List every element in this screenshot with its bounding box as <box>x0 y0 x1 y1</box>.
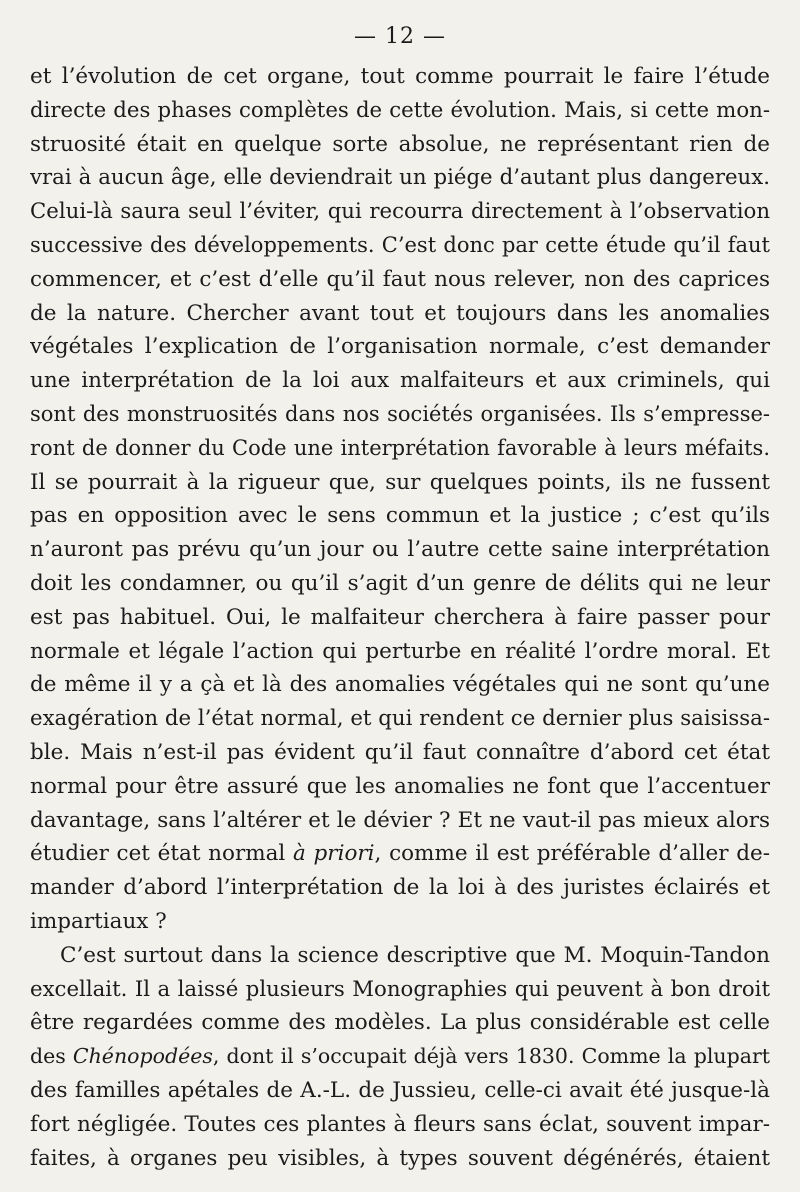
text-line-with-italic <box>30 837 770 871</box>
italic-term: Chénopodées <box>72 1044 213 1069</box>
text-line: ront de donner du Code une interprétation favorable à leurs méfaits. <box>30 435 770 460</box>
text-line: Il se pourrait à la rigueur que, sur quelques points, ils ne fussent <box>30 469 770 495</box>
text-line: n’auront pas prévu qu’un jour ou l’autre cette saine interprétation <box>30 537 770 563</box>
text-line: de même il y a çà et là des anomalies végétales qui ne sont qu’une <box>30 672 770 698</box>
text-line: est pas habituel. Oui, le malfaiteur cherchera à faire passer pour <box>30 604 770 630</box>
text-line: impartiaux ? <box>30 908 167 934</box>
text-line: normal pour être assuré que les anomalies ne font que l’accentuer <box>30 773 770 799</box>
text-line: struosité était en quelque sorte absolue, ne représentant rien de <box>30 131 770 157</box>
italic-term: à priori <box>293 841 375 867</box>
text-line: normale et légale l’action qui perturbe en réalité l’ordre moral. Et <box>30 638 770 664</box>
text-line: doit les condamner, ou qu’il s’agit d’un genre de délits qui ne leur <box>30 570 770 596</box>
text-line: vrai à aucun âge, elle deviendrait un piége d’autant plus dangereux. <box>30 165 770 191</box>
text-segment: étudier cet état normal <box>30 841 294 867</box>
text-line: fort négligée. Toutes ces plantes à fleurs sans éclat, souvent impar- <box>30 1111 770 1137</box>
text-line: et l’évolution de cet organe, tout comme pourrait le faire l’étude <box>30 64 770 89</box>
text-line: commencer, et c’est d’elle qu’il faut nous relever, non des caprices <box>30 266 770 292</box>
text-line: davantage, sans l’altérer et le dévier ? Et ne vaut-il pas mieux alors <box>30 807 770 833</box>
paragraph-2 <box>30 939 770 1176</box>
text-line: faites, à organes peu visibles, à types souvent dégénérés, étaient <box>30 1145 770 1171</box>
text-line: une interprétation de la loi aux malfaiteurs et aux criminels, qui <box>30 368 770 394</box>
text-line: sont des monstruosités dans nos sociétés organisées. Ils s’empresse- <box>30 401 770 426</box>
text-line: exagération de l’état normal, et qui rendent ce dernier plus saisissa- <box>30 706 770 732</box>
page-number: — 12 — <box>354 24 446 49</box>
text-line: Celui-là saura seul l’éviter, qui recourra directement à l’observation <box>30 199 770 225</box>
paragraph-1 <box>30 60 770 939</box>
text-segment: , comme il est préférable d’aller de- <box>374 841 770 867</box>
text-line-with-italic <box>30 1040 770 1074</box>
text-line: pas en opposition avec le sens commun et la justice ; c’est qu’ils <box>30 503 770 529</box>
text-line: végétales l’explication de l’organisation normale, c’est demander <box>30 334 770 360</box>
text-line: excellait. Il a laissé plusieurs Monographies qui peuvent à bon droit <box>30 976 770 1002</box>
text-line: C’est surtout dans la science descriptive que M. Moquin-Tandon <box>60 942 770 968</box>
text-segment: des <box>30 1044 73 1069</box>
text-line: ble. Mais n’est-il pas évident qu’il faut connaître d’abord cet état <box>30 739 770 765</box>
text-line: de la nature. Chercher avant tout et toujours dans les anomalies <box>30 300 770 326</box>
text-line: successive des développements. C’est donc par cette étude qu’il faut <box>30 232 770 257</box>
text-line: des familles apétales de A.-L. de Jussieu, celle-ci avait été jusque-là <box>30 1077 770 1103</box>
text-segment: , dont il s’occupait déjà vers 1830. Comme la plupart <box>212 1044 770 1069</box>
text-line: être regardées comme des modèles. La plus considérable est celle <box>30 1010 770 1036</box>
text-line: mander d’abord l’interprétation de la loi à des juristes éclairés et <box>30 875 770 901</box>
text-line: directe des phases complètes de cette évolution. Mais, si cette mon- <box>30 97 770 123</box>
